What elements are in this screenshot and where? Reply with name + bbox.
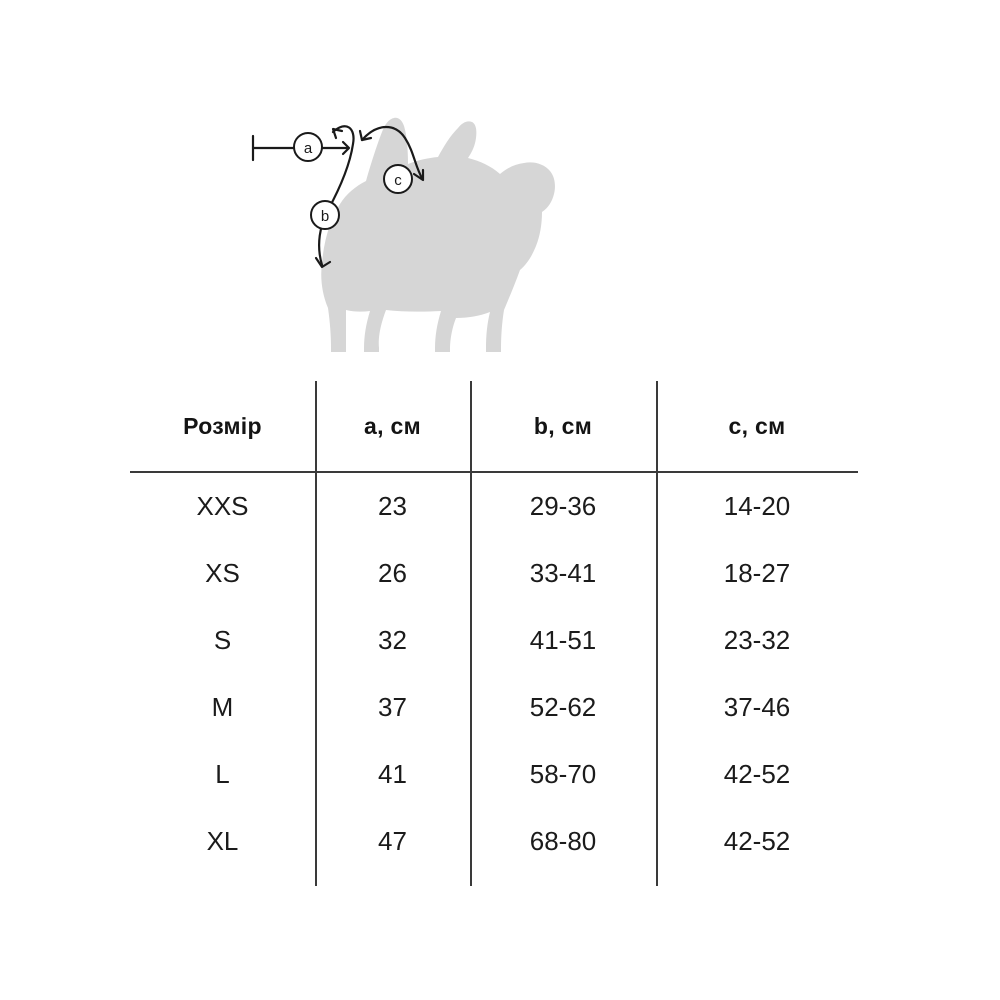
cell-c: 14-20 (723, 491, 791, 521)
table-row (130, 674, 858, 741)
measurement-diagram (0, 60, 1000, 370)
cell-size: XS (205, 558, 240, 588)
dog-measurement-svg (150, 60, 850, 360)
cell-b: 52-62 (529, 692, 597, 722)
table-row (130, 607, 858, 674)
cell-b: 33-41 (529, 558, 597, 588)
cell-c: 42-52 (723, 759, 791, 789)
table-row (130, 540, 858, 607)
label-a (294, 133, 322, 161)
cell-a: 47 (378, 826, 407, 856)
cell-b: 58-70 (529, 759, 597, 789)
label-b (311, 201, 339, 229)
dog-silhouette-icon (321, 118, 555, 352)
cell-a: 41 (378, 759, 407, 789)
label-a-text: a (303, 140, 313, 157)
cell-a: 37 (378, 692, 407, 722)
table-header-row (130, 381, 858, 472)
cell-c: 23-32 (723, 625, 791, 655)
cell-size: S (213, 625, 232, 655)
table-row (130, 741, 858, 808)
size-table (130, 381, 858, 875)
label-b-text: b (320, 208, 330, 225)
label-c-text: c (394, 172, 402, 189)
table-header (130, 381, 858, 472)
cell-size: XL (206, 826, 239, 856)
cell-c: 37-46 (723, 692, 791, 722)
cell-b: 41-51 (529, 625, 597, 655)
label-c (384, 165, 412, 193)
cell-a: 32 (378, 625, 407, 655)
table-body (130, 472, 858, 875)
table-row (130, 808, 858, 875)
cell-b: 68-80 (529, 826, 597, 856)
cell-size: XXS (196, 491, 249, 521)
cell-c: 18-27 (723, 558, 791, 588)
cell-b: 29-36 (529, 491, 597, 521)
table-row (130, 472, 858, 540)
cell-c: 42-52 (723, 826, 791, 856)
cell-size: L (215, 759, 230, 789)
column-header-a: a, см (364, 412, 421, 439)
column-header-size: Розмір (183, 412, 262, 439)
cell-size: M (211, 692, 234, 722)
cell-a: 26 (378, 558, 407, 588)
column-header-b: b, см (533, 412, 593, 439)
cell-a: 23 (378, 491, 407, 521)
column-header-c: c, см (728, 412, 786, 439)
size-table-container (130, 381, 858, 875)
